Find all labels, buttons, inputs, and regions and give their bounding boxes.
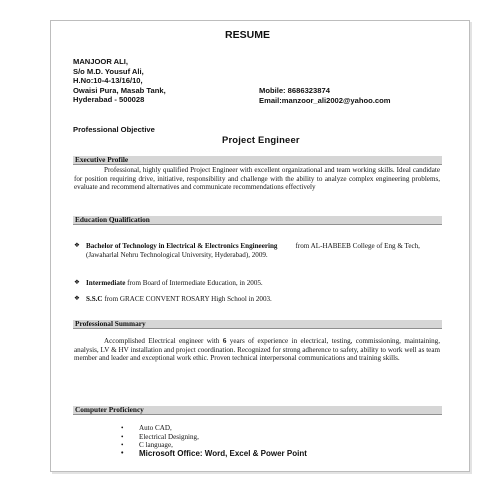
skill-label: Microsoft Office: Word, Excel & Power Point — [139, 448, 307, 458]
section-header-label: Education Qualification — [75, 215, 150, 224]
section-header-education — [73, 216, 442, 225]
mobile-number: Mobile: 8686323874 — [259, 86, 330, 95]
education-degree: S.S.C — [86, 295, 103, 303]
resume-title: RESUME — [225, 29, 270, 41]
section-header-label: Professional Summary — [75, 319, 146, 328]
parent-name: S/o M.D. Yousuf Ali, — [73, 66, 144, 76]
bullet-icon: • — [121, 449, 124, 457]
section-header-summary — [73, 320, 442, 329]
skill-item — [120, 433, 307, 442]
education-details: from AL-HABEEB College of Eng & Tech, (Jawaharlal Nehru Technological University, Hyderabad), 2009. — [86, 242, 420, 259]
bullet-icon: • — [121, 441, 124, 450]
email-address: Email:manzoor_ali2002@yahoo.com — [259, 96, 391, 105]
professional-summary-text — [74, 337, 440, 363]
section-header-executive — [73, 156, 442, 165]
bullet-icon: • — [121, 424, 124, 432]
section-header-computer — [73, 406, 442, 415]
house-number: H.No:10-4-13/16/10, — [73, 76, 143, 86]
executive-profile-text — [74, 166, 440, 192]
skills-list — [120, 424, 307, 458]
summary-text-start: Accomplished Electrical engineer with — [104, 337, 223, 345]
section-header-label: Executive Profile — [75, 155, 129, 164]
skill-label: Electrical Designing, — [139, 432, 199, 441]
skill-label: C language, — [139, 441, 173, 450]
skill-label: Auto CAD, — [139, 424, 172, 432]
diamond-bullet-icon: ❖ — [74, 279, 80, 286]
address-block — [73, 57, 166, 105]
executive-profile-body: Professional, highly qualified Project Engineer with excellent organizational and team working skills. Ideal candidate for position requiring drive, initiative, responsibility and challenge with the ability to analyze complex engineering problems, evaluate and recommend alternatives and communicate recommendations effectively — [74, 166, 440, 192]
street-address: Owaisi Pura, Masab Tank, — [73, 85, 166, 95]
education-degree: Intermediate — [86, 279, 126, 287]
objective-title: Project Engineer — [222, 134, 300, 145]
education-degree: Bachelor of Technology in Electrical & Electronics Engineering — [86, 242, 278, 250]
skill-item — [120, 424, 307, 433]
education-details: from Board of Intermediate Education, in 2005. — [125, 279, 263, 287]
bullet-icon: • — [121, 432, 124, 441]
education-details: from GRACE CONVENT ROSARY High School in 2003. — [102, 295, 272, 303]
skill-item — [120, 450, 307, 459]
section-header-label: Computer Proficiency — [75, 405, 144, 414]
summary-years: 6 — [222, 337, 227, 345]
applicant-name: MANJOOR ALI, — [73, 57, 128, 66]
diamond-bullet-icon: ❖ — [74, 242, 80, 249]
objective-label: Professional Objective — [73, 125, 155, 134]
summary-text-end: years of experience in electrical, testing, commissioning, maintaining, analysis, LV & HV installation and project coordination. Recognized for strong adherence to safety, ability to work well as team member and leader and exceptional work ethic. Proven technical interpersonal communications and training skills. — [74, 337, 440, 363]
diamond-bullet-icon: ❖ — [74, 295, 80, 302]
city-pincode: Hyderabad - 500028 — [73, 95, 145, 105]
